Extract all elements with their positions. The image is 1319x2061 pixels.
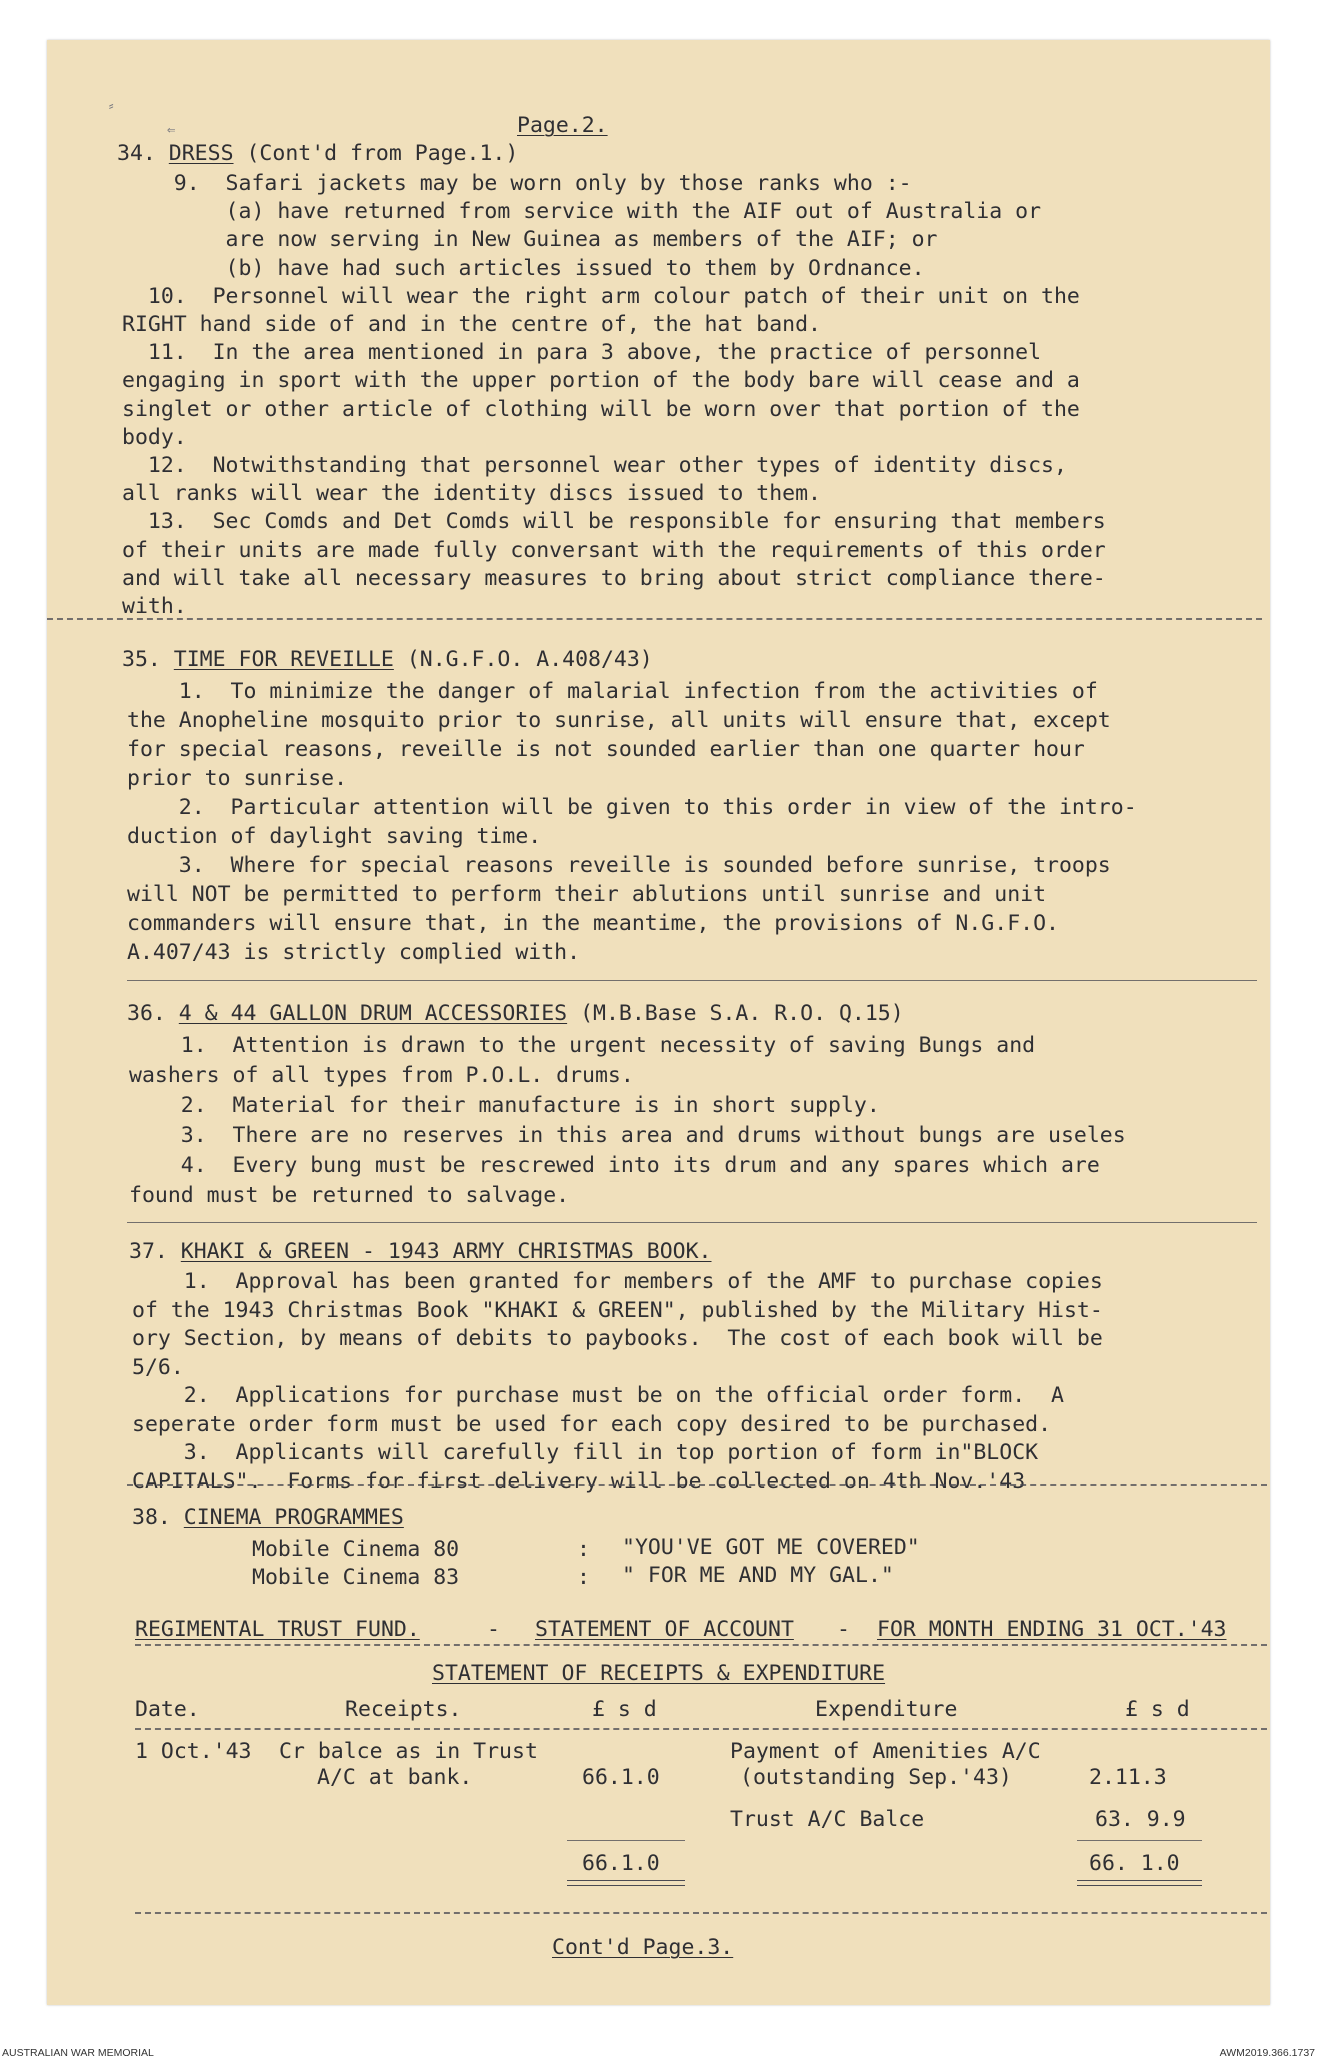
text-line: 1. To minimize the danger of malarial infection from the activities of [127,679,1098,704]
footer-accession: AWM2019.366.1737 [1219,2047,1315,2059]
fund-dash: - [487,1617,500,1642]
text-line: duction of daylight saving time. [127,824,542,849]
fund-subtitle: STATEMENT OF RECEIPTS & EXPENDITURE [432,1661,886,1686]
expenditure-amount: 2.11.3 [1089,1765,1167,1790]
sum-line [1077,1840,1202,1841]
document-page [47,40,1270,2005]
text-line: (b) have had such articles issued to them by Ordnance. [122,255,925,281]
expenditure-description: (outstanding Sep.'43) [740,1765,1012,1790]
text-line: and will take all necessary measures to bring about strict compliance there- [122,565,1106,591]
section-divider [127,980,1257,981]
text-line: 13. Sec Comds and Det Comds will be responsible for ensuring that members [122,509,1106,535]
text-line: 10. Personnel will wear the right arm colour patch of their unit on the [122,283,1080,309]
fund-dash: - [837,1617,850,1642]
text-line: 1. Approval has been granted for members of the AMF to purchase copies [132,1269,1103,1294]
section-divider [135,1644,1267,1646]
section-heading-dress: 34. DRESS (Cont'd from Page.1.) [117,141,519,166]
section-divider [127,1484,1267,1486]
column-header-lsd: £ s d [592,1697,657,1722]
total-receipts: 66.1.0 [582,1851,660,1876]
text-line: 3. Applicants will carefully fill in top portion of form in"BLOCK [132,1440,1039,1465]
text-line: of their units are made fully conversant with the requirements of this order [122,537,1106,563]
cinema-separator: : [577,1537,590,1562]
text-line: will NOT be permitted to perform their ablutions until sunrise and unit [127,882,1047,907]
receipt-description: A/C at bank. [317,1765,473,1790]
column-header-lsd: £ s d [1125,1697,1190,1722]
double-underline [1077,1880,1202,1886]
section-divider [47,618,1262,620]
text-line: 2. Applications for purchase must be on the official order form. A [132,1383,1064,1408]
fund-title: REGIMENTAL TRUST FUND. [135,1617,420,1642]
text-line: seperate order form must be used for each copy desired to be purchased. [132,1411,1052,1437]
text-line: 12. Notwithstanding that personnel wear other types of identity discs, [122,453,1067,478]
text-line: 9. Safari jackets may be worn only by those ranks who :- [122,171,912,196]
text-line: engaging in sport with the upper portion of the body bare will cease and a [122,368,1080,394]
text-line: 2. Particular attention will be given to this order in view of the intro- [127,795,1137,820]
text-line: found must be returned to salvage. [129,1183,570,1208]
section-divider [135,1912,1267,1914]
cinema-separator: : [577,1565,590,1590]
text-line: singlet or other article of clothing will be worn over that portion of the [122,396,1080,422]
expenditure-description: Payment of Amenities A/C [730,1739,1041,1764]
section-heading-book: 37. KHAKI & GREEN - 1943 ARMY CHRISTMAS BOOK. [129,1239,712,1264]
text-line: washers of all types from P.O.L. drums. [129,1063,634,1088]
sum-line [567,1840,685,1841]
text-line: 3. Where for special reasons reveille is sounded before sunrise, troops [127,853,1111,878]
expenditure-description: Trust A/C Balce [730,1807,925,1832]
expenditure-amount: 63. 9.9 [1095,1807,1186,1832]
section-divider [127,1222,1257,1223]
column-header-receipts: Receipts. [345,1697,462,1722]
cinema-film: "YOU'VE GOT ME COVERED" [622,1535,920,1560]
text-line: prior to sunrise. [127,766,348,791]
text-line: A.407/43 is strictly complied with. [127,940,581,965]
text-line: 1. Attention is drawn to the urgent necessity of saving Bungs and [129,1033,1036,1058]
cinema-unit: Mobile Cinema 83 [252,1565,460,1590]
text-line: for special reasons, reveille is not sounded earlier than one quarter hour [127,737,1085,762]
section-heading-drums: 36. 4 & 44 GALLON DRUM ACCESSORIES (M.B.Base S.A. R.O. Q.15) [127,1001,904,1026]
fund-period: FOR MONTH ENDING 31 OCT.'43 [877,1617,1227,1642]
total-expenditure: 66. 1.0 [1089,1851,1180,1876]
text-line: 5/6. [132,1354,184,1380]
footer-credit: AUSTRALIAN WAR MEMORIAL [2,2047,154,2059]
text-line: the Anopheline mosquito prior to sunrise, all units will ensure that, except [127,708,1111,733]
pencil-mark: ⸗ [107,98,116,114]
text-line: 2. Material for their manufacture is in short supply. [129,1093,880,1118]
table-divider [135,1728,1267,1730]
text-line: 11. In the area mentioned in para 3 above, the practice of personnel [122,340,1042,366]
text-line: CAPITALS". Forms for first delivery will be collected on 4th Nov.'43 [132,1468,1026,1494]
continued-note: Cont'd Page.3. [552,1935,734,1960]
receipt-description: Cr balce as in Trust [279,1739,538,1764]
text-line: RIGHT hand side of and in the centre of, the hat band. [122,312,821,337]
cinema-unit: Mobile Cinema 80 [252,1537,460,1562]
text-line: ory Section, by means of debits to paybooks. The cost of each book will be [132,1326,1103,1351]
text-line: all ranks will wear the identity discs issued to them. [122,481,821,507]
double-underline [567,1880,685,1886]
column-header-date: Date. [135,1697,200,1722]
text-line: body. [122,424,187,450]
receipt-date: 1 Oct.'43 [135,1739,252,1764]
receipt-amount: 66.1.0 [582,1765,660,1790]
fund-statement: STATEMENT OF ACCOUNT [535,1617,794,1642]
pencil-mark: ⇐ [167,122,176,138]
text-line: with. [122,594,187,619]
page-header: Page.2. [517,113,608,138]
section-heading-reveille: 35. TIME FOR REVEILLE (N.G.F.O. A.408/43) [122,647,653,672]
text-line: 4. Every bung must be rescrewed into its drum and any spares which are [129,1153,1100,1178]
text-line: of the 1943 Christmas Book "KHAKI & GREEN", published by the Military Hist- [132,1297,1103,1323]
column-header-expenditure: Expenditure [815,1697,958,1722]
section-heading-cinema: 38. CINEMA PROGRAMMES [132,1505,404,1530]
cinema-film: " FOR ME AND MY GAL." [622,1563,894,1588]
text-line: (a) have returned from service with the AIF out of Australia or [122,199,1042,225]
text-line: 3. There are no reserves in this area and drums without bungs are useles [129,1123,1126,1148]
text-line: commanders will ensure that, in the meantime, the provisions of N.G.F.O. [127,911,1059,936]
text-line: are now serving in New Guinea as members of the AIF; or [122,227,938,253]
